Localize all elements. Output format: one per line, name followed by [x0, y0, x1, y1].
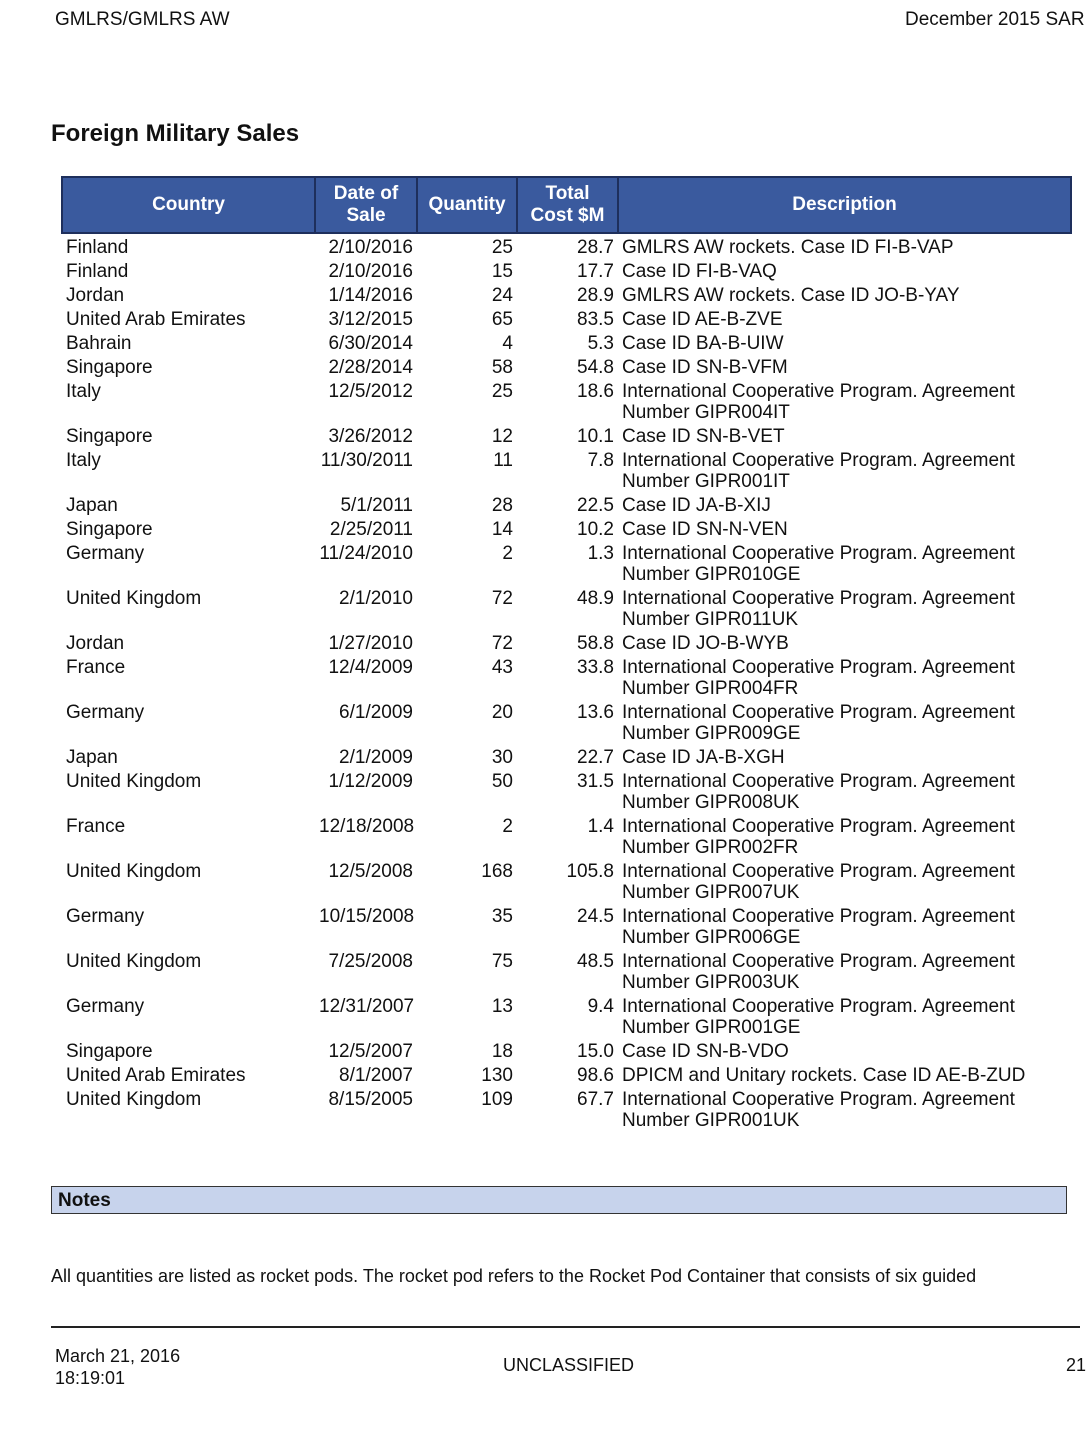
- cell-quantity: 12: [491, 426, 513, 447]
- cell-country: Finland: [66, 237, 129, 258]
- cell-description: [618, 770, 1071, 815]
- cell-description: [618, 425, 1071, 449]
- cell-quantity: 18: [491, 1041, 513, 1062]
- table-row: [62, 1040, 1071, 1064]
- description-line: Case ID FI-B-VAQ: [622, 261, 777, 282]
- description-line: Case ID JO-B-WYB: [622, 633, 789, 654]
- cell-cost: 33.8: [577, 657, 614, 678]
- description-line: International Cooperative Program. Agreement: [622, 771, 1015, 792]
- description-line: International Cooperative Program. Agreement: [622, 588, 1015, 609]
- cell-quantity: 24: [491, 285, 513, 306]
- cell-date: 12/18/2008: [319, 816, 415, 837]
- cell-date: 1/27/2010: [328, 633, 413, 654]
- cell-cost: 15.0: [577, 1041, 614, 1062]
- description-line: Case ID JA-B-XIJ: [622, 495, 771, 516]
- table-row: [62, 332, 1071, 356]
- cell-cost: 10.2: [577, 519, 614, 540]
- cell-quantity: 14: [491, 519, 513, 540]
- cell-country: United Kingdom: [66, 771, 202, 792]
- description-line: Case ID BA-B-UIW: [622, 333, 784, 354]
- cell-cost: 31.5: [577, 771, 614, 792]
- cell-cost: 48.9: [577, 588, 614, 609]
- cell-quantity: 58: [491, 357, 513, 378]
- table-row: [62, 587, 1071, 632]
- description-line: Number GIPR001GE: [622, 1017, 801, 1038]
- cell-date: 1/14/2016: [328, 285, 413, 306]
- cell-cost: 58.8: [577, 633, 614, 654]
- cell-date: 10/15/2008: [319, 906, 415, 927]
- description-line: Number GIPR007UK: [622, 882, 800, 903]
- cell-cost: 22.7: [577, 747, 614, 768]
- cell-description: [618, 356, 1071, 380]
- cell-quantity: 72: [491, 633, 513, 654]
- cell-country: United Kingdom: [66, 861, 202, 882]
- section-title: Foreign Military Sales: [51, 120, 300, 147]
- description-line: International Cooperative Program. Agreement: [622, 381, 1015, 402]
- table-row: [62, 656, 1071, 701]
- table-row: [62, 542, 1071, 587]
- table-row: [62, 701, 1071, 746]
- table-row: [62, 308, 1071, 332]
- table-row: [62, 425, 1071, 449]
- cell-cost: 1.3: [587, 543, 614, 564]
- cell-description: [618, 449, 1071, 494]
- cell-country: Jordan: [66, 285, 125, 306]
- cell-quantity: 30: [491, 747, 513, 768]
- table-row: [62, 770, 1071, 815]
- table-row: [62, 632, 1071, 656]
- description-line: Number GIPR004FR: [622, 678, 799, 699]
- cell-country: United Kingdom: [66, 951, 202, 972]
- cell-date: 2/10/2016: [328, 261, 413, 282]
- cell-country: Singapore: [66, 519, 153, 540]
- description-line: International Cooperative Program. Agreement: [622, 702, 1015, 723]
- cell-date: 11/24/2010: [319, 543, 413, 564]
- description-line: GMLRS AW rockets. Case ID JO-B-YAY: [622, 285, 960, 306]
- cell-cost: 18.6: [577, 381, 614, 402]
- description-line: International Cooperative Program. Agreement: [622, 906, 1015, 927]
- footer-date: [55, 1345, 180, 1389]
- cell-country: Germany: [66, 543, 145, 564]
- table-row: [62, 233, 1071, 260]
- cell-country: Italy: [66, 381, 101, 402]
- cell-description: [618, 950, 1071, 995]
- cell-date: 12/4/2009: [328, 657, 413, 678]
- cell-quantity: 75: [491, 951, 513, 972]
- cell-cost: 83.5: [577, 309, 614, 330]
- col-header-cost: Total Cost $M: [517, 177, 618, 233]
- cell-quantity: 28: [491, 495, 513, 516]
- cell-description: [618, 656, 1071, 701]
- description-line: Number GIPR003UK: [622, 972, 800, 993]
- cell-country: Germany: [66, 906, 145, 927]
- cell-cost: 28.7: [577, 237, 614, 258]
- cell-date: 2/28/2014: [328, 357, 413, 378]
- description-line: Number GIPR006GE: [622, 927, 801, 948]
- cell-country: Singapore: [66, 426, 153, 447]
- cell-country: Finland: [66, 261, 129, 282]
- cell-date: 2/1/2010: [339, 588, 413, 609]
- cell-quantity: 13: [491, 996, 513, 1017]
- cell-quantity: 25: [491, 381, 513, 402]
- cell-country: France: [66, 816, 126, 837]
- cell-description: [618, 1088, 1071, 1133]
- cell-cost: 28.9: [577, 285, 614, 306]
- table-row: [62, 746, 1071, 770]
- cell-description: [618, 632, 1071, 656]
- cell-date: 3/26/2012: [328, 426, 413, 447]
- header-report: December 2015 SAR: [905, 9, 1085, 30]
- cell-cost: 1.4: [587, 816, 614, 837]
- cell-quantity: 11: [493, 450, 513, 471]
- cell-quantity: 2: [502, 816, 513, 837]
- col-header-quantity: Quantity: [417, 177, 517, 233]
- cell-country: Germany: [66, 702, 145, 723]
- cell-country: Singapore: [66, 357, 153, 378]
- cell-date: 5/1/2011: [340, 495, 413, 516]
- cell-cost: 13.6: [577, 702, 614, 723]
- cell-description: [618, 746, 1071, 770]
- footer-date-time: 18:19:01: [55, 1368, 126, 1388]
- cell-cost: 5.3: [587, 333, 614, 354]
- cell-country: Italy: [66, 450, 101, 471]
- description-line: Case ID JA-B-XGH: [622, 747, 785, 768]
- description-line: Case ID AE-B-ZVE: [622, 309, 783, 330]
- cell-cost: 54.8: [577, 357, 614, 378]
- footer-divider: [51, 1326, 1080, 1328]
- cell-date: 12/31/2007: [319, 996, 415, 1017]
- cell-quantity: 35: [491, 906, 513, 927]
- notes-text: All quantities are listed as rocket pods. The rocket pod refers to the Rocket Pod Container that consists of six guided: [51, 1266, 977, 1286]
- description-line: Number GIPR001UK: [622, 1110, 800, 1131]
- description-line: International Cooperative Program. Agreement: [622, 861, 1015, 882]
- cell-country: Germany: [66, 996, 145, 1017]
- description-line: Number GIPR008UK: [622, 792, 800, 813]
- cell-date: 2/10/2016: [328, 237, 413, 258]
- cell-cost: 22.5: [577, 495, 614, 516]
- table-row: [62, 1088, 1071, 1133]
- description-line: International Cooperative Program. Agreement: [622, 816, 1015, 837]
- cell-description: [618, 494, 1071, 518]
- cell-description: [618, 260, 1071, 284]
- cell-country: Bahrain: [66, 333, 132, 354]
- table-row: [62, 494, 1071, 518]
- cell-description: [618, 815, 1071, 860]
- col-header-country: Country: [62, 177, 315, 233]
- cell-country: United Arab Emirates: [66, 309, 246, 330]
- col-header-date: Date of Sale: [315, 177, 417, 233]
- cell-date: 12/5/2007: [328, 1041, 413, 1062]
- cell-country: United Arab Emirates: [66, 1065, 246, 1086]
- cell-quantity: 43: [491, 657, 513, 678]
- cell-quantity: 25: [491, 237, 513, 258]
- table-row: [62, 1064, 1071, 1088]
- description-line: Number GIPR002FR: [622, 837, 799, 858]
- table-row: [62, 815, 1071, 860]
- table-row: [62, 449, 1071, 494]
- footer-date-day: March 21, 2016: [55, 1346, 181, 1366]
- cell-date: 1/12/2009: [328, 771, 413, 792]
- cell-cost: 17.7: [577, 261, 614, 282]
- table-row: [62, 995, 1071, 1040]
- table-row: [62, 284, 1071, 308]
- cell-quantity: 50: [491, 771, 513, 792]
- description-line: Number GIPR010GE: [622, 564, 801, 585]
- cell-description: [618, 284, 1071, 308]
- cell-cost: 7.8: [587, 450, 614, 471]
- description-line: International Cooperative Program. Agreement: [622, 657, 1015, 678]
- cell-date: 8/1/2007: [339, 1065, 413, 1086]
- description-line: Number GIPR009GE: [622, 723, 801, 744]
- cell-description: [618, 233, 1071, 260]
- cell-country: Japan: [66, 495, 118, 516]
- cell-country: Jordan: [66, 633, 125, 654]
- cell-cost: 24.5: [577, 906, 614, 927]
- cell-quantity: 20: [491, 702, 513, 723]
- footer-classification: UNCLASSIFIED: [503, 1355, 635, 1375]
- description-line: International Cooperative Program. Agreement: [622, 450, 1015, 471]
- cell-date: 2/25/2011: [329, 519, 413, 540]
- table-header-row: [62, 177, 1071, 233]
- table-row: [62, 518, 1071, 542]
- footer-page-number: 21: [1066, 1355, 1086, 1375]
- cell-date: 7/25/2008: [328, 951, 413, 972]
- cell-date: 12/5/2012: [328, 381, 413, 402]
- cell-description: [618, 905, 1071, 950]
- description-line: International Cooperative Program. Agreement: [622, 951, 1015, 972]
- header-program: GMLRS/GMLRS AW: [55, 9, 230, 30]
- notes-header: [51, 1186, 1067, 1214]
- cell-quantity: 130: [481, 1065, 513, 1086]
- cell-quantity: 168: [481, 861, 513, 882]
- cell-quantity: 65: [491, 309, 513, 330]
- cell-cost: 98.6: [577, 1065, 614, 1086]
- cell-date: 6/30/2014: [328, 333, 413, 354]
- cell-description: [618, 860, 1071, 905]
- description-line: Case ID SN-B-VET: [622, 426, 785, 447]
- description-line: Number GIPR001IT: [622, 471, 790, 492]
- cell-quantity: 4: [502, 333, 513, 354]
- table-body: [62, 233, 1071, 1133]
- table-row: [62, 356, 1071, 380]
- cell-quantity: 72: [491, 588, 513, 609]
- cell-description: [618, 380, 1071, 425]
- description-line: GMLRS AW rockets. Case ID FI-B-VAP: [622, 237, 954, 258]
- cell-country: United Kingdom: [66, 588, 202, 609]
- cell-date: 6/1/2009: [339, 702, 413, 723]
- cell-description: [618, 332, 1071, 356]
- cell-date: 12/5/2008: [328, 861, 413, 882]
- description-line: DPICM and Unitary rockets. Case ID AE-B-ZUD: [622, 1065, 1026, 1086]
- description-line: Number GIPR011UK: [622, 609, 798, 630]
- col-header-description: Description: [618, 177, 1071, 233]
- cell-quantity: 2: [502, 543, 513, 564]
- description-line: Case ID SN-N-VEN: [622, 519, 788, 540]
- table-row: [62, 380, 1071, 425]
- cell-description: [618, 701, 1071, 746]
- cell-country: United Kingdom: [66, 1089, 202, 1110]
- cell-description: [618, 995, 1071, 1040]
- table-row: [62, 950, 1071, 995]
- cell-cost: 105.8: [566, 861, 614, 882]
- cell-date: 2/1/2009: [339, 747, 413, 768]
- fms-table: [61, 176, 1072, 1133]
- description-line: International Cooperative Program. Agreement: [622, 996, 1015, 1017]
- description-line: Number GIPR004IT: [622, 402, 790, 423]
- description-line: Case ID SN-B-VDO: [622, 1041, 789, 1062]
- cell-description: [618, 1040, 1071, 1064]
- cell-cost: 9.4: [587, 996, 614, 1017]
- description-line: International Cooperative Program. Agreement: [622, 1089, 1015, 1110]
- notes-label: Notes: [58, 1190, 111, 1211]
- table-row: [62, 905, 1071, 950]
- cell-description: [618, 587, 1071, 632]
- cell-description: [618, 518, 1071, 542]
- cell-date: 11/30/2011: [320, 450, 413, 471]
- cell-date: 8/15/2005: [328, 1089, 413, 1110]
- cell-quantity: 15: [491, 261, 513, 282]
- description-line: International Cooperative Program. Agreement: [622, 543, 1015, 564]
- cell-country: Singapore: [66, 1041, 153, 1062]
- cell-country: Japan: [66, 747, 118, 768]
- cell-description: [618, 542, 1071, 587]
- table-row: [62, 260, 1071, 284]
- table-row: [62, 860, 1071, 905]
- description-line: Case ID SN-B-VFM: [622, 357, 788, 378]
- cell-description: [618, 308, 1071, 332]
- cell-date: 3/12/2015: [328, 309, 413, 330]
- cell-cost: 67.7: [577, 1089, 614, 1110]
- cell-quantity: 109: [481, 1089, 513, 1110]
- cell-description: [618, 1064, 1071, 1088]
- cell-cost: 48.5: [577, 951, 614, 972]
- cell-cost: 10.1: [577, 426, 614, 447]
- cell-country: France: [66, 657, 126, 678]
